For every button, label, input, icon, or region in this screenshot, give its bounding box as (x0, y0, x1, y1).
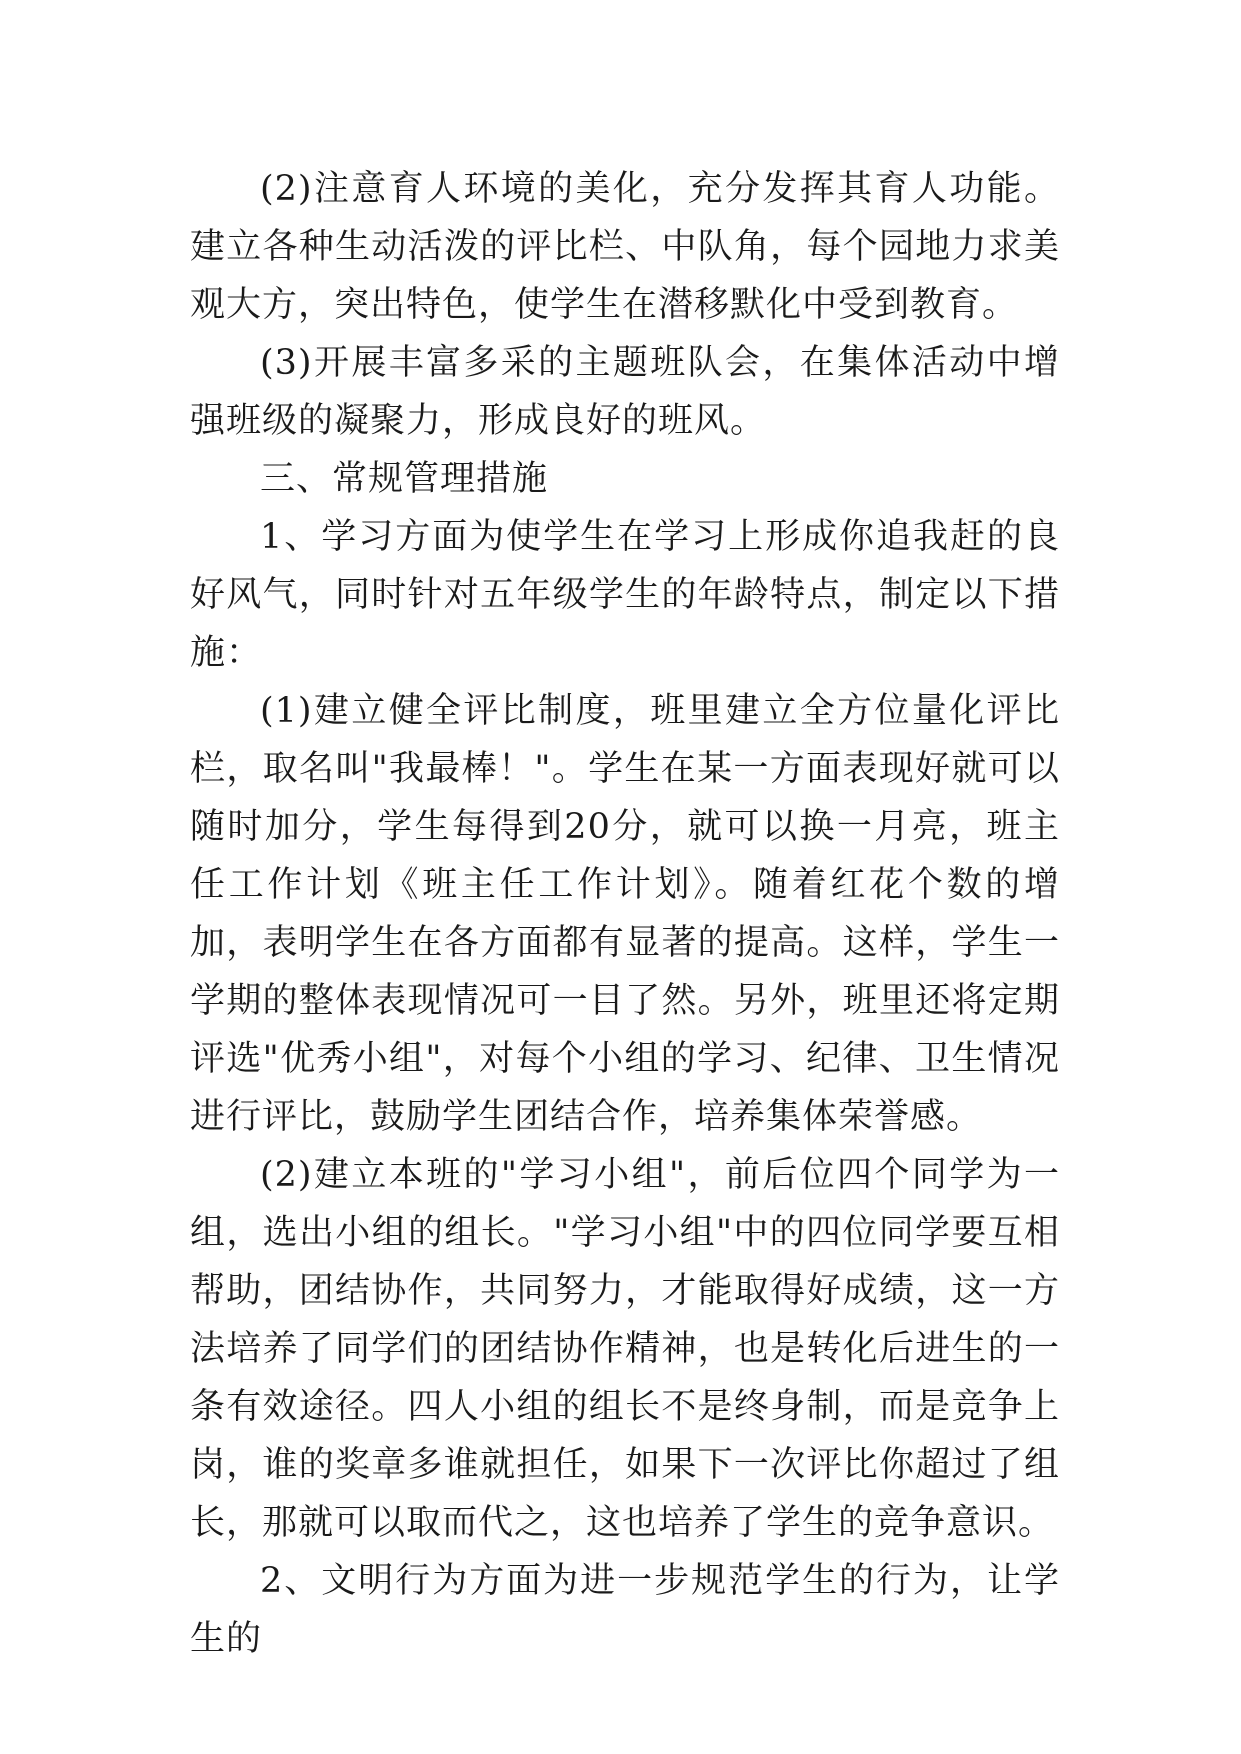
paragraph-environment: (2)注意育人环境的美化，充分发挥其育人功能。建立各种生动活泼的评比栏、中队角，每个园地力求美观大方，突出特色，使学生在潜移默化中受到教育。 (190, 169, 1060, 325)
document-page (190, 160, 1060, 1668)
paragraph-study-groups: (2)建立本班的"学习小组"，前后位四个同学为一组，选出小组的组长。"学习小组"中的四位同学要互相帮助，团结协作，共同努力，才能取得好成绩，这一方法培养了同学们的团结协作精神，也是转化后进生的一条有效途径。四人小组的组长不是终身制，而是竞争上岗，谁的奖章多谁就担任，如果下一次评比你超过了组长，那就可以取而代之，这也培养了学生的竞争意识。 (190, 1155, 1060, 1543)
section-heading-routine-management: 三、常规管理措施 (260, 459, 549, 499)
paragraph-study-aspect: 1、学习方面为使学生在学习上形成你追我赶的良好风气，同时针对五年级学生的年龄特点，制定以下措施： (190, 517, 1060, 673)
paragraph-civilized-behavior: 2、文明行为方面为进一步规范学生的行为，让学生的 (190, 1561, 1060, 1659)
paragraph-evaluation-system: (1)建立健全评比制度，班里建立全方位量化评比栏，取名叫"我最棒！"。学生在某一方面表现好就可以随时加分，学生每得到20分，就可以换一月亮，班主任工作计划《班主任工作计划》。随着红花个数的增加，表明学生在各方面都有显著的提高。这样，学生一学期的整体表现情况可一目了然。另外，班里还将定期评选"优秀小组"，对每个小组的学习、纪律、卫生情况进行评比，鼓励学生团结合作，培养集体荣誉感。 (190, 691, 1060, 1137)
paragraph-class-meeting: (3)开展丰富多采的主题班队会，在集体活动中增强班级的凝聚力，形成良好的班风。 (190, 343, 1060, 441)
